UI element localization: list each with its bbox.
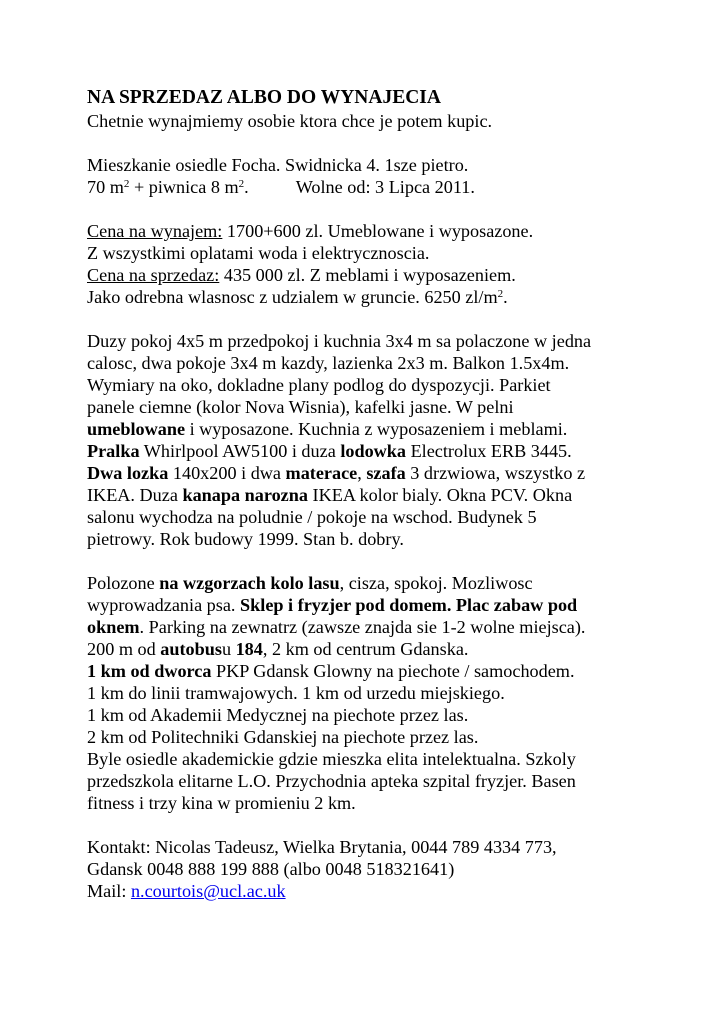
text: , (357, 463, 367, 483)
neighborhood-line: przedszkola elitarne L.O. Przychodnia apteka szpital fryzjer. Basen (87, 771, 576, 791)
neighborhood-line (87, 572, 687, 594)
bold-text: na wzgorzach kolo lasu (159, 573, 340, 593)
sale-price-line (87, 264, 687, 286)
bold-text: 184 (235, 639, 263, 659)
description-paragraph (87, 330, 687, 550)
description-line: Wymiary na oko, dokladne plany podlog do dyspozycji. Parkiet (87, 375, 551, 395)
contact-paragraph (87, 836, 687, 902)
description-line (87, 418, 687, 440)
rent-price-value: 1700+600 zl. Umeblowane i wyposazone. (222, 221, 534, 241)
contact-mail-line (87, 880, 687, 902)
contact-line: Kontakt: Nicolas Tadeusz, Wielka Brytania, 0044 789 4334 773, (87, 837, 557, 857)
neighborhood-line: 1 km od Akademii Medycznej na piechote przez las. (87, 705, 469, 725)
description-line: pietrowy. Rok budowy 1999. Stan b. dobry. (87, 529, 404, 549)
superscript: 2 (123, 178, 130, 190)
text: u (221, 639, 236, 659)
email-link[interactable]: n.courtois@ucl.ac.uk (130, 881, 286, 901)
neighborhood-line: 2 km od Politechniki Gdanskiej na piechote przez las. (87, 727, 479, 747)
sale-note-text: Jako odrebna wlasnosc z udzialem w gruncie. 6250 zl/m (87, 287, 498, 307)
neighborhood-line (87, 616, 687, 638)
neighborhood-line (87, 594, 687, 616)
sale-note (87, 286, 687, 308)
text: PKP Gdansk Glowny na piechote / samochodem. (211, 661, 575, 681)
neighborhood-line (87, 638, 687, 660)
description-line: salonu wychodza na poludnie / pokoje na wschod. Budynek 5 (87, 507, 537, 527)
text: , cisza, spokoj. Mozliwosc (339, 573, 533, 593)
neighborhood-line: 1 km do linii tramwajowych. 1 km od urzedu miejskiego. (87, 683, 505, 703)
bold-text: autobus (160, 639, 222, 659)
bold-text: oknem (87, 617, 140, 637)
area-line (87, 176, 687, 198)
description-line: panele ciemne (kolor Nova Wisnia), kafelki jasne. W pelni (87, 397, 514, 417)
sale-price-value: 435 000 zl. Z meblami i wyposazeniem. (219, 265, 516, 285)
description-line: Duzy pokoj 4x5 m przedpokoj i kuchnia 3x4 m sa polaczone w jedna (87, 331, 592, 351)
sale-price-label: Cena na sprzedaz: (87, 265, 220, 285)
bold-text: kanapa narozna (182, 485, 308, 505)
superscript: 2 (238, 178, 245, 190)
description-line: calosc, dwa pokoje 3x4 m kazdy, lazienka 2x3 m. Balkon 1.5x4m. (87, 353, 570, 373)
bold-text: Dwa lozka (87, 463, 169, 483)
superscript: 2 (497, 288, 504, 300)
neighborhood-line: Byle osiedle akademickie gdzie mieszka elita intelektualna. Szkoly (87, 749, 576, 769)
address-line: Mieszkanie osiedle Focha. Swidnicka 4. 1sze pietro. (87, 155, 469, 175)
bold-text: lodowka (340, 441, 407, 461)
description-line (87, 440, 687, 462)
bold-text: 1 km od dworca (87, 661, 212, 681)
rent-price-line (87, 220, 687, 242)
available-date: Wolne od: 3 Lipca 2011. (295, 177, 475, 197)
text: IKEA kolor bialy. Okna PCV. Okna (307, 485, 573, 505)
text: 3 drzwiowa, wszystko z (405, 463, 586, 483)
bold-text: Pralka (87, 441, 140, 461)
text: Electrolux ERB 3445. (406, 441, 572, 461)
spacer (87, 198, 687, 220)
text: i wyposazone. Kuchnia z wyposazeniem i meblami. (185, 419, 568, 439)
bold-text: szafa (366, 463, 406, 483)
spacer (87, 814, 687, 836)
area-text: . (244, 177, 249, 197)
spacer (87, 132, 687, 154)
description-line (87, 484, 687, 506)
neighborhood-line: fitness i trzy kina w promieniu 2 km. (87, 793, 356, 813)
intro-text: Chetnie wynajmiemy osobie ktora chce je potem kupic. (87, 111, 493, 131)
neighborhood-paragraph (87, 572, 687, 814)
spacer (87, 308, 687, 330)
description-line (87, 462, 687, 484)
spacer (87, 550, 687, 572)
text: Polozone (87, 573, 160, 593)
text: . Parking na zewnatrz (zawsze znajda sie 1-2 wolne miejsca). (139, 617, 586, 637)
document-page (87, 86, 687, 902)
bold-text: umeblowane (87, 419, 186, 439)
mail-label: Mail: (87, 881, 131, 901)
bold-text: materace (285, 463, 358, 483)
contact-line: Gdansk 0048 888 199 888 (albo 0048 518321641) (87, 859, 455, 879)
neighborhood-line (87, 660, 687, 682)
area-text: 70 m (87, 177, 124, 197)
rent-note: Z wszystkimi oplatami woda i elektrycznoscia. (87, 243, 430, 263)
rent-price-label: Cena na wynajem: (87, 221, 223, 241)
bold-text: Sklep i fryzjer pod domem. Plac zabaw pod (240, 595, 578, 615)
text: IKEA. Duza (87, 485, 183, 505)
page-title: NA SPRZEDAZ ALBO DO WYNAJECIA (87, 87, 441, 108)
text: wyprowadzania psa. (87, 595, 241, 615)
text: Whirlpool AW5100 i duza (139, 441, 341, 461)
sale-note-text: . (503, 287, 508, 307)
text: 200 m od (87, 639, 161, 659)
text: 140x200 i dwa (168, 463, 286, 483)
text: , 2 km od centrum Gdanska. (262, 639, 469, 659)
area-text: + piwnica 8 m (129, 177, 239, 197)
